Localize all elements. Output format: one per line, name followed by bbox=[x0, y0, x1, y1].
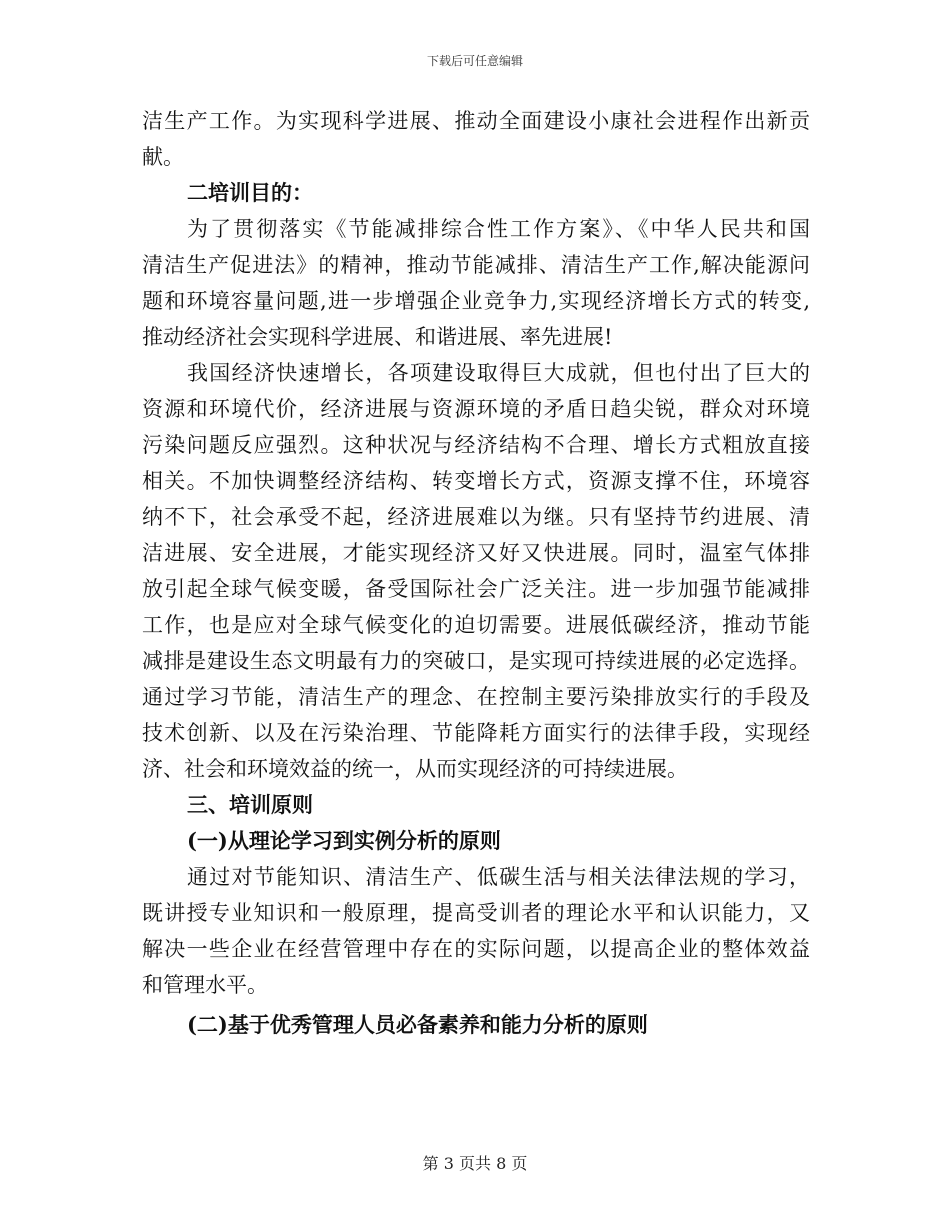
paragraph-line: 洁进展、安全进展，才能实现经济又好又快进展。同时，温室气体排 bbox=[142, 541, 810, 565]
paragraph-line: 资源和环境代价，经济进展与资源环境的矛盾日趋尖锐，群众对环境 bbox=[142, 397, 810, 421]
paragraph-line: 和管理水平。 bbox=[142, 973, 268, 997]
section-heading-3: 三、培训原则 bbox=[187, 792, 313, 817]
paragraph-line: 技术创新、以及在污染治理、节能降耗方面实行的法律手段，实现经 bbox=[142, 721, 810, 745]
subsection-heading-2: (二)基于优秀管理人员必备素养和能力分析的原则 bbox=[187, 1012, 648, 1037]
paragraph-line: 纳不下，社会承受不起，经济进展难以为继。只有坚持节约进展、清 bbox=[142, 505, 810, 529]
subsection-heading-1: (一)从理论学习到实例分析的原则 bbox=[187, 828, 501, 853]
section-heading-2: 二培训目的： bbox=[187, 180, 313, 205]
paragraph-line: 清洁生产促进法》的精神，推动节能减排、清洁生产工作,解决能源问 bbox=[142, 253, 810, 277]
paragraph-line: 工作，也是应对全球气候变化的迫切需要。进展低碳经济，推动节能 bbox=[142, 613, 810, 637]
paragraph-line: 放引起全球气候变暖，备受国际社会广泛关注。进一步加强节能减排 bbox=[142, 577, 810, 601]
paragraph-line: 污染问题反应强烈。这种状况与经济结构不合理、增长方式粗放直接 bbox=[142, 433, 810, 457]
paragraph-line: 解决一些企业在经营管理中存在的实际问题，以提高企业的整体效益 bbox=[142, 937, 810, 961]
paragraph-line: 济、社会和环境效益的统一，从而实现经济的可持续进展。 bbox=[142, 757, 688, 781]
paragraph-line: 为了贯彻落实《节能减排综合性工作方案》、《中华人民共和国 bbox=[187, 217, 810, 241]
paragraph-line: 献。 bbox=[142, 145, 184, 169]
paragraph-line: 减排是建设生态文明最有力的突破口，是实现可持续进展的必定选择。 bbox=[142, 649, 810, 673]
paragraph-line: 我国经济快速增长，各项建设取得巨大成就，但也付出了巨大的 bbox=[187, 361, 810, 385]
page-header: 下载后可任意编辑 bbox=[426, 54, 523, 68]
paragraph-line: 通过对节能知识、清洁生产、低碳生活与相关法律法规的学习， bbox=[187, 865, 810, 889]
paragraph-line: 通过学习节能，清洁生产的理念、在控制主要污染排放实行的手段及 bbox=[142, 685, 810, 709]
paragraph-line: 相关。不加快调整经济结构、转变增长方式，资源支撑不住，环境容 bbox=[142, 469, 810, 493]
paragraph-line: 既讲授专业知识和一般原理，提高受训者的理论水平和认识能力，又 bbox=[142, 901, 810, 925]
paragraph-line: 题和环境容量问题,进一步增强企业竞争力,实现经济增长方式的转变, bbox=[142, 289, 810, 313]
document-body bbox=[142, 103, 810, 1043]
page-number: 第 3 页共 8 页 bbox=[422, 1154, 528, 1173]
paragraph-line: 推动经济社会实现科学进展、和谐进展、率先进展! bbox=[142, 325, 613, 349]
paragraph-line: 洁生产工作。为实现科学进展、推动全面建设小康社会进程作出新贡 bbox=[142, 109, 810, 133]
